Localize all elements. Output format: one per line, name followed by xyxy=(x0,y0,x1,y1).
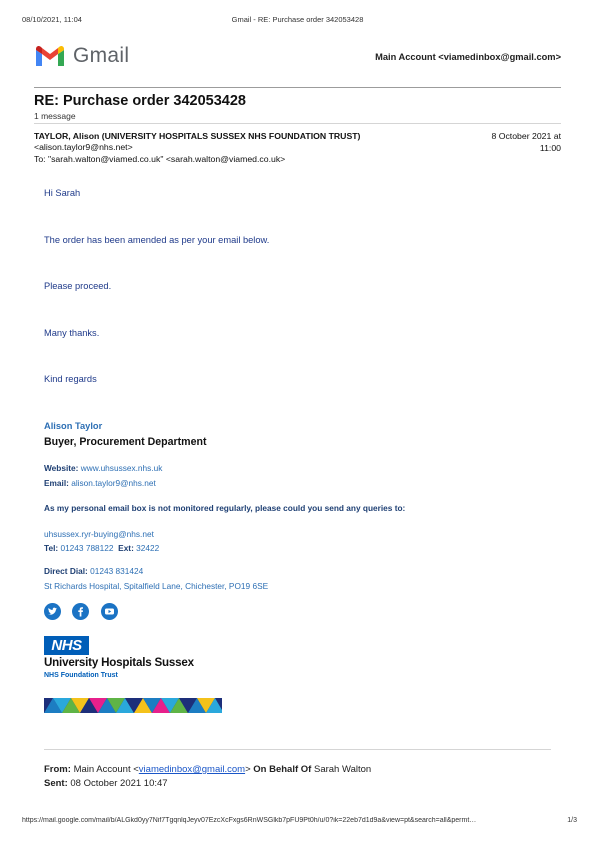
from-label: From: xyxy=(44,764,71,775)
header-divider xyxy=(34,87,561,88)
website-line xyxy=(44,463,162,473)
sender-name: TAYLOR, Alison (UNIVERSITY HOSPITALS SUSSEX NHS FOUNDATION TRUST) xyxy=(34,131,361,141)
ext-label: Ext: xyxy=(118,543,134,553)
website-link[interactable]: www.uhsussex.nhs.uk xyxy=(80,463,163,473)
nhs-trust-name: NHS Foundation Trust xyxy=(44,672,118,679)
queries-notice: As my personal email box is not monitored regularly, please could you send any queries to: xyxy=(44,503,406,513)
email-line xyxy=(44,478,156,488)
account-label: Main Account <viamedinbox@gmail.com> xyxy=(375,52,561,62)
email-label: Email: xyxy=(44,478,69,488)
from-close: > xyxy=(245,764,251,775)
subject-divider xyxy=(34,123,561,124)
body-line1: The order has been amended as per your email below. xyxy=(44,235,270,245)
forwarded-from-line xyxy=(44,764,371,775)
message-date xyxy=(470,131,561,154)
from-name: Main Account < xyxy=(73,764,139,775)
thread-subject: RE: Purchase order 342053428 xyxy=(34,93,246,109)
recipient-line: To: "sarah.walton@viamed.co.uk" <sarah.walton@viamed.co.uk> xyxy=(34,154,286,164)
forwarded-sent-line xyxy=(44,778,168,789)
decorative-banner xyxy=(44,698,222,713)
tel-number[interactable]: 01243 788122 xyxy=(60,543,114,553)
nhs-logo: NHS xyxy=(44,636,89,655)
print-datetime: 08/10/2021, 11:04 xyxy=(22,15,82,24)
gmail-logo-text: Gmail xyxy=(73,44,130,67)
queries-email-link[interactable]: uhsussex.ryr-buying@nhs.net xyxy=(44,529,154,539)
from-email-link[interactable]: viamedinbox@gmail.com xyxy=(138,764,246,775)
body-greeting: Hi Sarah xyxy=(44,188,81,198)
tel-line xyxy=(44,543,159,553)
sender-email: <alison.taylor9@nhs.net> xyxy=(34,142,133,152)
youtube-icon[interactable] xyxy=(101,603,118,620)
body-regards: Kind regards xyxy=(44,374,97,384)
message-date-line2: 11:00 xyxy=(539,142,561,153)
ext-number: 32422 xyxy=(136,543,160,553)
twitter-icon[interactable] xyxy=(44,603,61,620)
behalf-name: Sarah Walton xyxy=(313,764,372,775)
direct-dial-number[interactable]: 01243 831424 xyxy=(90,566,144,576)
sent-label: Sent: xyxy=(44,778,68,789)
message-count: 1 message xyxy=(34,111,76,121)
direct-dial-label: Direct Dial: xyxy=(44,566,88,576)
gmail-logo-icon xyxy=(34,44,66,68)
address: St Richards Hospital, Spitalfield Lane, Chichester, PO19 6SE xyxy=(44,581,269,591)
email-link[interactable]: alison.taylor9@nhs.net xyxy=(71,478,156,488)
print-page-number: 1/3 xyxy=(567,817,577,824)
forward-divider xyxy=(44,749,551,750)
website-label: Website: xyxy=(44,463,79,473)
tel-label: Tel: xyxy=(44,543,59,553)
body-thanks: Many thanks. xyxy=(44,328,100,338)
signature-title: Buyer, Procurement Department xyxy=(44,436,207,448)
direct-dial-line xyxy=(44,566,143,576)
print-url: https://mail.google.com/mail/b/ALGkd0yy7Nif7TgqnlqJeyv07EzcXcFxgs6RnWSGlkb7pFU9Pt0h/u/0?ik=22eb7d1d9a&view=pt&search=all&permt… xyxy=(22,817,477,824)
sent-date: 08 October 2021 10:47 xyxy=(70,778,168,789)
behalf-label: On Behalf Of xyxy=(253,764,312,775)
nhs-organisation-name: University Hospitals Sussex xyxy=(44,656,194,669)
print-title: Gmail - RE: Purchase order 342053428 xyxy=(231,15,364,24)
facebook-icon[interactable] xyxy=(72,603,89,620)
message-date-line1: 8 October 2021 at xyxy=(491,131,561,141)
signature-name: Alison Taylor xyxy=(44,421,103,431)
body-line2: Please proceed. xyxy=(44,281,112,291)
